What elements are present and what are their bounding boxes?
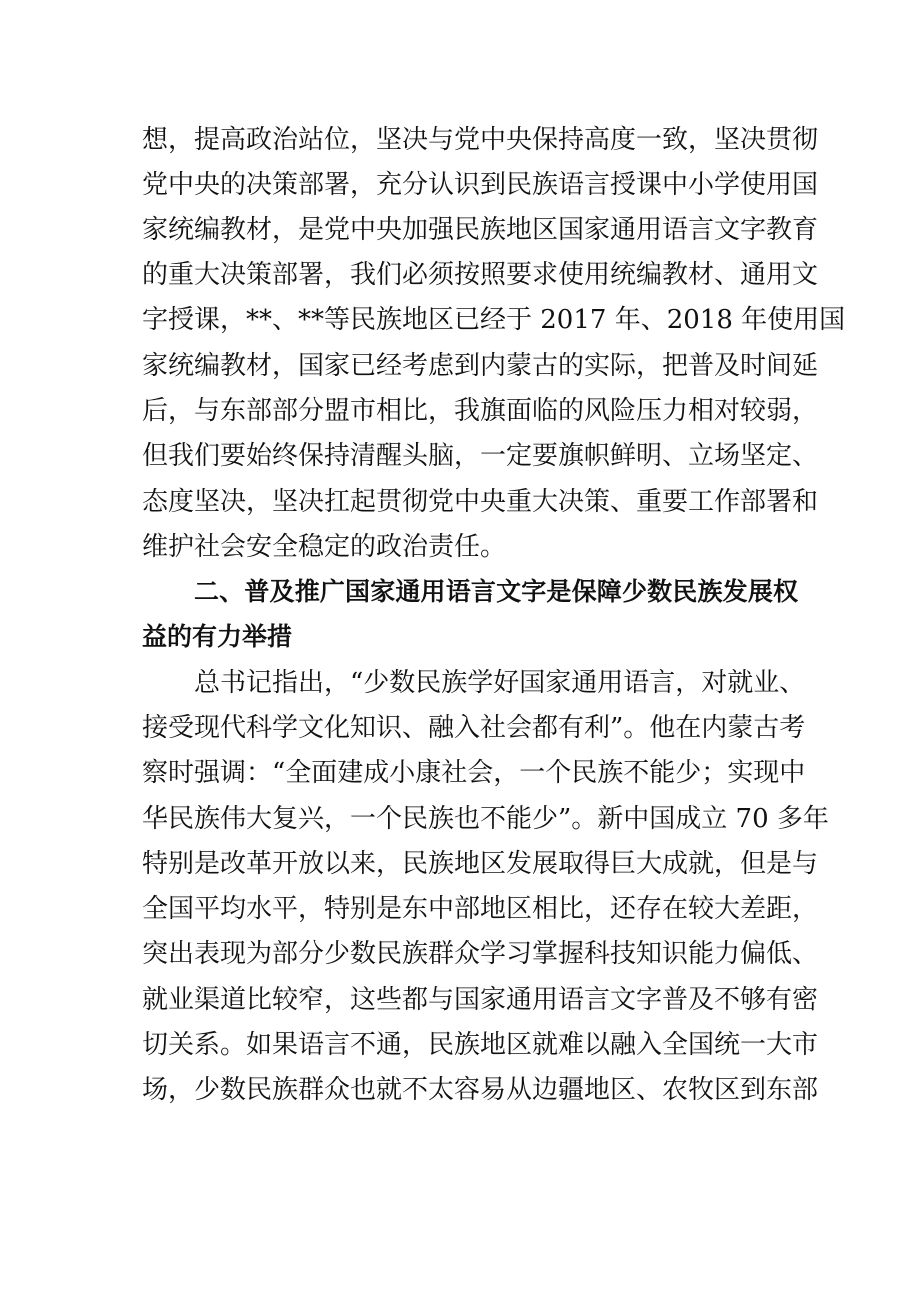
paragraph-line: 但我们要始终保持清醒头脑，一定要旗帜鲜明、立场坚定、 <box>142 441 819 471</box>
paragraph-line: 态度坚决，坚决扛起贯彻党中央重大决策、重要工作部署和 <box>142 487 819 517</box>
paragraph-line: 想，提高政治站位，坚决与党中央保持高度一致，坚决贯彻 <box>142 125 819 155</box>
paragraph-line: 华民族伟大复兴，一个民族也不能少”。新中国成立 70 多年 <box>142 804 829 834</box>
paragraph-line: 全国平均水平，特别是东中部地区相比，还存在较大差距， <box>142 894 819 924</box>
paragraph-line: 维护社会安全稳定的政治责任。 <box>142 532 507 562</box>
paragraph-line: 察时强调：“全面建成小康社会，一个民族不能少；实现中 <box>142 758 806 788</box>
heading-line: 二、普及推广国家通用语言文字是保障少数民族发展权 <box>194 577 798 606</box>
paragraph-line: 家统编教材，是党中央加强民族地区国家通用语言文字教育 <box>142 215 819 245</box>
paragraph-line: 党中央的决策部署，充分认识到民族语言授课中小学使用国 <box>142 170 819 200</box>
paragraph-line: 接受现代科学文化知识、融入社会都有利”。他在内蒙古考 <box>142 713 806 743</box>
paragraph-line: 家统编教材，国家已经考虑到内蒙古的实际，把普及时间延 <box>142 351 819 381</box>
heading-line: 益的有力举措 <box>142 622 293 651</box>
paragraph-line: 场，少数民族群众也就不太容易从边疆地区、农牧区到东部 <box>142 1075 819 1105</box>
paragraph-line: 字授课，**、**等民族地区已经于 2017 年、2018 年使用国 <box>142 305 846 335</box>
paragraph-line: 的重大决策部署，我们必须按照要求使用统编教材、通用文 <box>142 260 819 290</box>
paragraph-line: 特别是改革开放以来，民族地区发展取得巨大成就，但是与 <box>142 849 819 879</box>
paragraph-line: 后，与东部部分盟市相比，我旗面临的风险压力相对较弱， <box>142 396 819 426</box>
paragraph-line: 切关系。如果语言不通，民族地区就难以融入全国统一大市 <box>142 1030 819 1060</box>
paragraph-line: 总书记指出，“少数民族学好国家通用语言，对就业、 <box>194 668 806 698</box>
paragraph-line: 就业渠道比较窄，这些都与国家通用语言文字普及不够有密 <box>142 985 819 1015</box>
paragraph-line: 突出表现为部分少数民族群众学习掌握科技知识能力偏低、 <box>142 939 819 969</box>
